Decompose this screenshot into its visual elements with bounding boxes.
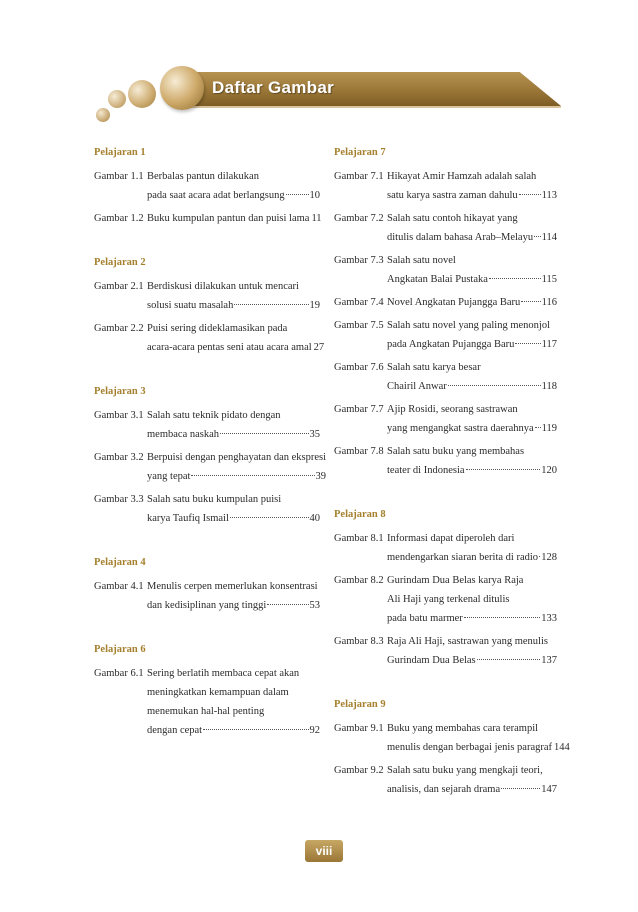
- toc-section: [334, 146, 557, 480]
- caption-text: dan kedisiplinan yang tinggi: [147, 600, 267, 611]
- caption-line: meningkatkan kemampuan dalam: [147, 687, 289, 698]
- dot-leader: [220, 433, 308, 434]
- toc-section: [334, 698, 570, 799]
- figure-entry: [334, 358, 557, 396]
- caption-line: menemukan hal-hal penting: [147, 706, 265, 717]
- figure-label: Gambar 7.8: [334, 446, 384, 457]
- caption-text: teater di Indonesia: [387, 465, 465, 476]
- caption-line: Salah satu contoh hikayat yang: [387, 213, 518, 224]
- page-ref: 133: [541, 613, 557, 624]
- caption-last-line: [387, 548, 557, 567]
- figure-entry: [94, 319, 325, 357]
- figure-entry: [334, 719, 570, 757]
- dot-leader: [464, 617, 540, 618]
- figure-caption: [147, 490, 320, 528]
- figure-label: Gambar 1.1: [94, 171, 144, 182]
- figure-label: Gambar 7.5: [334, 320, 384, 331]
- banner-underline: [186, 106, 561, 108]
- page-ref: 40: [309, 513, 320, 524]
- caption-line: Puisi sering dideklamasikan pada: [147, 323, 288, 334]
- figure-caption: [387, 761, 557, 799]
- decorative-circle: [160, 66, 204, 110]
- page-ref: 120: [541, 465, 557, 476]
- page-ref: 11: [311, 213, 322, 224]
- figure-label: Gambar 8.2: [334, 575, 384, 586]
- caption-text: Novel Angkatan Pujangga Baru: [387, 297, 521, 308]
- dot-leader: [535, 427, 541, 428]
- page-title: Daftar Gambar: [212, 78, 334, 97]
- figure-entry: [334, 761, 557, 799]
- dot-leader: [191, 475, 314, 476]
- caption-line: Sering berlatih membaca cepat akan: [147, 668, 300, 679]
- dot-leader: [286, 194, 309, 195]
- figure-caption: [387, 358, 557, 396]
- caption-text: ditulis dalam bahasa Arab–Melayu: [387, 232, 534, 243]
- figure-caption: [147, 209, 322, 228]
- caption-line: Salah satu novel: [387, 255, 456, 266]
- caption-line: Berpuisi dengan penghayatan dan ekspresi: [147, 452, 327, 463]
- figure-label: Gambar 3.1: [94, 410, 144, 421]
- figure-entry: [334, 400, 557, 438]
- page-ref: 147: [541, 784, 557, 795]
- toc-section: [334, 508, 557, 670]
- caption-line: Berbalas pantun dilakukan: [147, 171, 259, 182]
- section-title: Pelajaran 2: [94, 257, 146, 268]
- caption-last-line: [147, 467, 326, 486]
- dot-leader: [448, 385, 541, 386]
- caption-last-line: [387, 461, 557, 480]
- figure-entry: [334, 632, 557, 670]
- figure-caption: [387, 719, 570, 757]
- caption-line: Salah satu buku yang mengkaji teori,: [387, 765, 543, 776]
- caption-last-line: [147, 296, 320, 315]
- page-ref: 119: [541, 423, 557, 434]
- figure-label: Gambar 8.3: [334, 636, 384, 647]
- figure-entry: [94, 664, 320, 740]
- figure-label: Gambar 1.2: [94, 213, 144, 224]
- caption-last-line: [387, 651, 557, 670]
- page-ref: 39: [315, 471, 327, 482]
- figure-entry: [94, 167, 320, 205]
- decorative-circle: [96, 108, 110, 122]
- figure-caption: [147, 664, 320, 740]
- page-ref: 117: [541, 339, 557, 350]
- page-ref: 118: [541, 381, 557, 392]
- caption-last-line: [387, 335, 557, 354]
- caption-text: Buku kumpulan pantun dan puisi lama: [147, 213, 310, 224]
- page-ref: 19: [309, 300, 320, 311]
- page-ref: 116: [541, 297, 557, 308]
- section-title: Pelajaran 7: [334, 147, 386, 158]
- page-number: viii: [305, 840, 343, 862]
- figure-caption: [387, 571, 557, 628]
- section-title: Pelajaran 3: [94, 386, 146, 397]
- section-title: Pelajaran 8: [334, 509, 386, 520]
- figure-label: Gambar 7.1: [334, 171, 384, 182]
- caption-last-line: [387, 609, 557, 628]
- caption-text: karya Taufiq Ismail: [147, 513, 229, 524]
- figure-caption: [387, 167, 557, 205]
- caption-text: mendengarkan siaran berita di radio: [387, 552, 539, 563]
- figure-caption: [147, 277, 320, 315]
- caption-line: Berdiskusi dilakukan untuk mencari: [147, 281, 299, 292]
- dot-leader: [230, 517, 309, 518]
- figure-caption: [387, 632, 557, 670]
- dot-leader: [234, 304, 308, 305]
- section-title: Pelajaran 6: [94, 644, 146, 655]
- caption-text: analisis, dan sejarah drama: [387, 784, 501, 795]
- caption-line: Ali Haji yang terkenal ditulis: [387, 594, 510, 605]
- page-ref: 144: [554, 742, 570, 753]
- caption-last-line: [387, 228, 557, 247]
- toc-section: [94, 256, 325, 357]
- caption-last-line: [147, 721, 320, 740]
- caption-text: satu karya sastra zaman dahulu: [387, 190, 518, 201]
- figure-entry: [94, 448, 327, 486]
- caption-line: Salah satu novel yang paling menonjol: [387, 320, 551, 331]
- figure-label: Gambar 4.1: [94, 581, 144, 592]
- caption-last-line: [387, 780, 557, 799]
- figure-caption: [147, 577, 320, 615]
- caption-line: Ajip Rosidi, seorang sastrawan: [387, 404, 518, 415]
- dot-leader: [519, 194, 541, 195]
- figure-label: Gambar 7.3: [334, 255, 384, 266]
- caption-text: Chairil Anwar: [387, 381, 447, 392]
- dot-leader: [539, 556, 540, 557]
- figure-caption: [387, 293, 557, 312]
- figure-entry: [334, 571, 557, 628]
- figure-caption: [387, 442, 557, 480]
- caption-line: Menulis cerpen memerlukan konsentrasi: [147, 581, 318, 592]
- section-title: Pelajaran 9: [334, 699, 386, 710]
- figure-caption: [387, 251, 557, 289]
- figure-entry: [94, 577, 320, 615]
- dot-leader: [477, 659, 541, 660]
- dot-leader: [267, 604, 308, 605]
- toc-section: [94, 556, 320, 615]
- caption-text: dengan cepat: [147, 725, 203, 736]
- page-ref: 27: [313, 342, 325, 353]
- figure-label: Gambar 2.2: [94, 323, 144, 334]
- figure-entry: [94, 406, 320, 444]
- figure-entry: [94, 490, 320, 528]
- caption-text: yang tepat: [147, 471, 191, 482]
- figure-label: Gambar 7.6: [334, 362, 384, 373]
- caption-line: Gurindam Dua Belas karya Raja: [387, 575, 524, 586]
- figure-label: Gambar 9.1: [334, 723, 384, 734]
- page-ref: 35: [309, 429, 320, 440]
- caption-line: Salah satu karya besar: [387, 362, 481, 373]
- dot-leader: [534, 236, 541, 237]
- toc-section: [94, 385, 327, 528]
- figure-label: Gambar 9.2: [334, 765, 384, 776]
- caption-line: Informasi dapat diperoleh dari: [387, 533, 515, 544]
- left-column: [94, 146, 327, 768]
- caption-last-line: [387, 186, 557, 205]
- figure-entry: [334, 167, 557, 205]
- section-title: Pelajaran 4: [94, 557, 146, 568]
- figure-label: Gambar 3.3: [94, 494, 144, 505]
- caption-last-line: [147, 596, 320, 615]
- caption-text: menulis dengan berbagai jenis paragraf: [387, 742, 553, 753]
- caption-text: acara-acara pentas seni atau acara amal: [147, 342, 312, 353]
- caption-text: yang mengangkat sastra daerahnya: [387, 423, 534, 434]
- figure-label: Gambar 7.2: [334, 213, 384, 224]
- figure-caption: [147, 319, 324, 357]
- figure-entry: [334, 442, 557, 480]
- figure-label: Gambar 7.4: [334, 297, 384, 308]
- caption-last-line: [387, 293, 557, 312]
- caption-text: pada batu marmer: [387, 613, 463, 624]
- caption-line: Salah satu teknik pidato dengan: [147, 410, 281, 421]
- figure-caption: [147, 406, 320, 444]
- figure-label: Gambar 3.2: [94, 452, 144, 463]
- decorative-circle: [108, 90, 126, 108]
- caption-last-line: [147, 186, 320, 205]
- page-ref: 137: [541, 655, 557, 666]
- caption-text: Gurindam Dua Belas: [387, 655, 476, 666]
- figure-caption: [387, 316, 557, 354]
- caption-last-line: [387, 377, 557, 396]
- dot-leader: [501, 788, 540, 789]
- caption-last-line: [387, 738, 570, 757]
- page-ref: 53: [309, 600, 320, 611]
- toc-section: [94, 643, 320, 740]
- dot-leader: [489, 278, 541, 279]
- caption-last-line: [147, 425, 320, 444]
- figure-caption: [387, 209, 557, 247]
- caption-text: pada saat acara adat berlangsung: [147, 190, 285, 201]
- dot-leader: [203, 729, 308, 730]
- page-ref: 113: [541, 190, 557, 201]
- section-title: Pelajaran 1: [94, 147, 146, 158]
- toc-section: [94, 146, 320, 228]
- figure-caption: [147, 448, 326, 486]
- caption-last-line: [387, 419, 557, 438]
- caption-text: membaca naskah: [147, 429, 220, 440]
- figure-entry: [334, 293, 557, 312]
- figure-entry: [334, 316, 557, 354]
- right-column: [334, 146, 570, 827]
- caption-last-line: [387, 270, 557, 289]
- figure-entry: [334, 251, 557, 289]
- caption-line: Salah satu buku kumpulan puisi: [147, 494, 282, 505]
- caption-last-line: [147, 509, 320, 528]
- figure-label: Gambar 2.1: [94, 281, 144, 292]
- dot-leader: [521, 301, 540, 302]
- figure-entry: [334, 209, 557, 247]
- page-ref: 10: [309, 190, 320, 201]
- caption-line: Raja Ali Haji, sastrawan yang menulis: [387, 636, 548, 647]
- caption-text: solusi suatu masalah: [147, 300, 234, 311]
- figure-label: Gambar 8.1: [334, 533, 384, 544]
- page-ref: 114: [541, 232, 557, 243]
- page-ref: 115: [541, 274, 557, 285]
- dot-leader: [515, 343, 540, 344]
- figure-entry: [94, 277, 320, 315]
- figure-entry: [334, 529, 557, 567]
- figure-entry: [94, 209, 320, 228]
- figure-label: Gambar 7.7: [334, 404, 384, 415]
- caption-line: Buku yang membahas cara terampil: [387, 723, 539, 734]
- caption-text: pada Angkatan Pujangga Baru: [387, 339, 515, 350]
- page-ref: 128: [541, 552, 557, 563]
- figure-caption: [387, 400, 557, 438]
- caption-line: Salah satu buku yang membahas: [387, 446, 525, 457]
- page-ref: 92: [309, 725, 320, 736]
- dot-leader: [466, 469, 541, 470]
- caption-line: Hikayat Amir Hamzah adalah salah: [387, 171, 537, 182]
- caption-last-line: [147, 209, 322, 228]
- figure-caption: [387, 529, 557, 567]
- decorative-circle: [128, 80, 156, 108]
- header-decoration: [0, 0, 638, 140]
- caption-last-line: [147, 338, 324, 357]
- figure-label: Gambar 6.1: [94, 668, 144, 679]
- caption-text: Angkatan Balai Pustaka: [387, 274, 488, 285]
- figure-caption: [147, 167, 320, 205]
